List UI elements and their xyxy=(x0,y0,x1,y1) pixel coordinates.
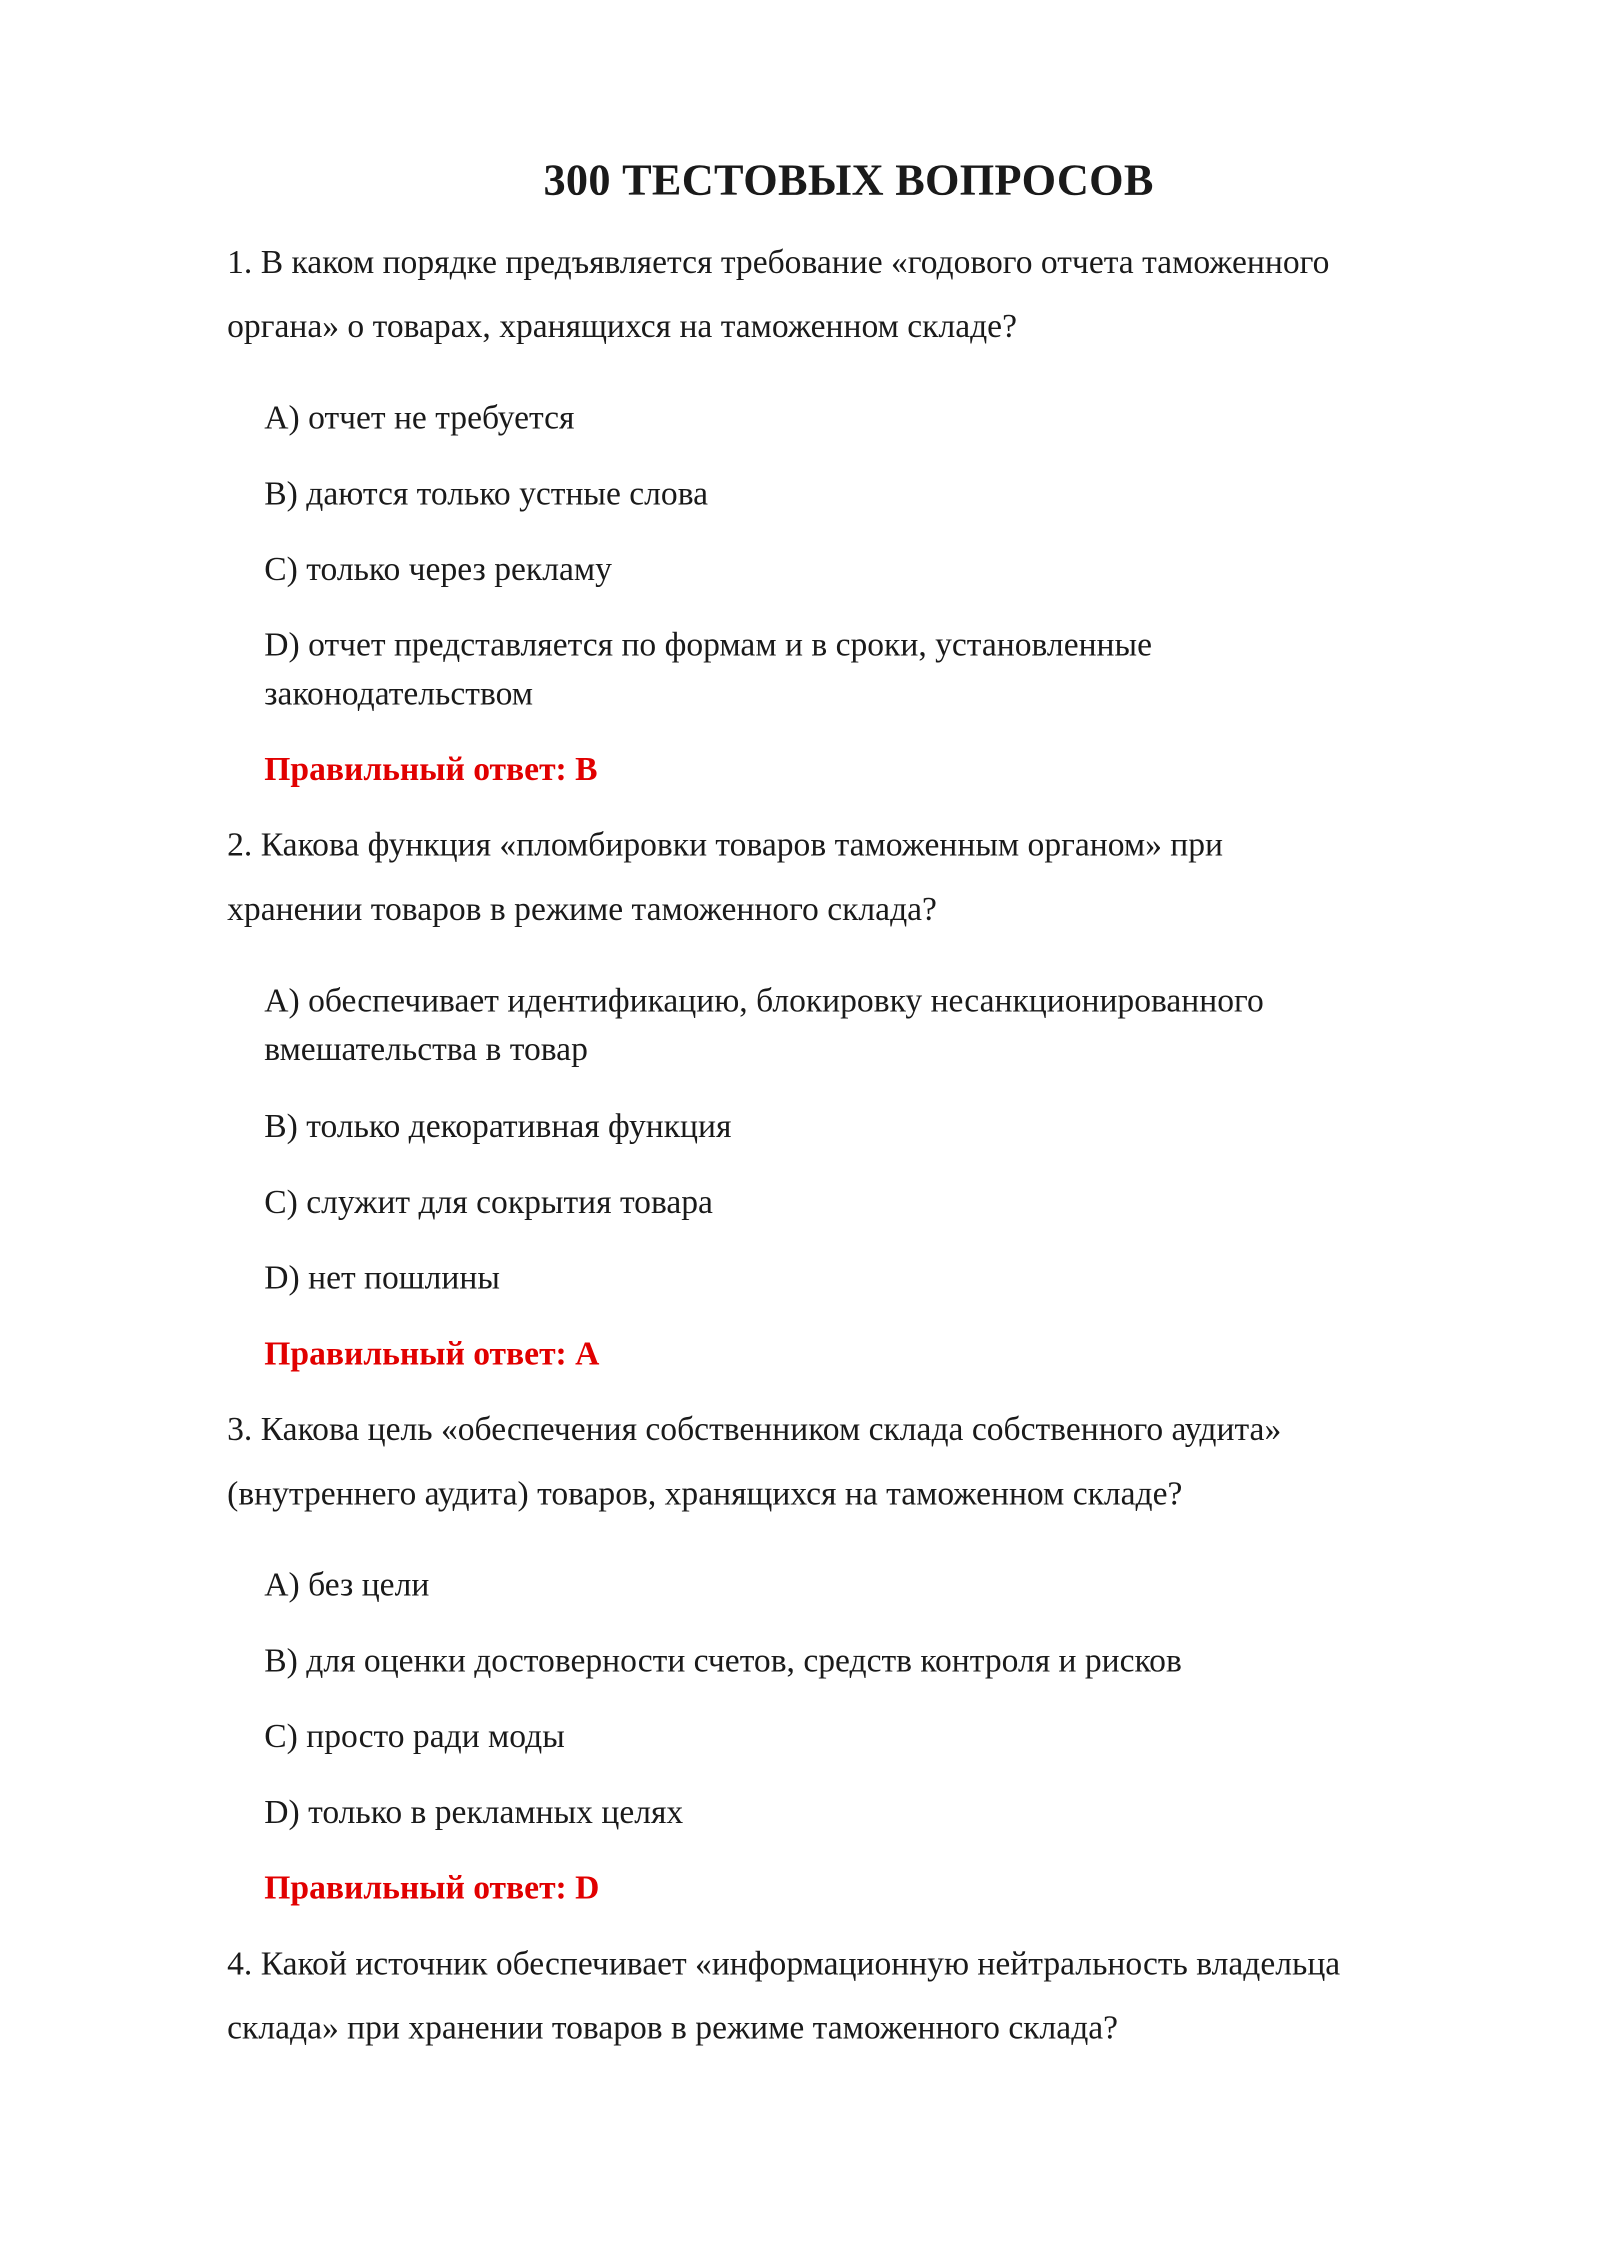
option-text: B) даются только устные слова xyxy=(264,475,709,513)
question-3-option-b xyxy=(264,1637,1435,1686)
question-3-option-a xyxy=(264,1561,1435,1610)
option-text: вмешательства в товар xyxy=(264,1031,588,1069)
question-1-text xyxy=(227,231,1484,360)
question-1-line-1: 1. В каком порядке предъявляется требование «годового отчета таможенного xyxy=(227,244,1330,282)
option-text: C) служит для сокрытия товара xyxy=(264,1184,713,1222)
option-text: D) нет пошлины xyxy=(264,1259,500,1298)
option-text: законодательством xyxy=(264,675,533,713)
option-text: B) только декоративная функция xyxy=(264,1108,732,1146)
question-1-option-b xyxy=(264,470,1435,519)
question-3-line-1: 3. Какова цель «обеспечения собственником склада собственного аудита» xyxy=(227,1411,1282,1449)
option-text: C) просто ради моды xyxy=(264,1718,565,1756)
question-2-option-a xyxy=(264,977,1435,1074)
question-2-text xyxy=(227,814,1484,943)
question-3-answer: Правильный ответ: D xyxy=(264,1869,600,1908)
option-text: B) для оценки достоверности счетов, средств контроля и рисков xyxy=(264,1642,1182,1680)
question-2-answer: Правильный ответ: A xyxy=(264,1335,600,1373)
question-1-answer: Правильный ответ: B xyxy=(264,751,598,789)
option-text: C) только через рекламу xyxy=(264,551,612,589)
question-3-option-c xyxy=(264,1713,1435,1762)
question-2-line-2: хранении товаров в режиме таможенного склада? xyxy=(227,891,937,929)
option-text: A) отчет не требуется xyxy=(264,399,575,438)
question-1-line-2: органа» о товарах, хранящихся на таможенном складе? xyxy=(227,308,1018,346)
question-1-option-d xyxy=(264,621,1435,718)
question-4-line-2: склада» при хранении товаров в режиме таможенного склада? xyxy=(227,2009,1119,2048)
question-4-text xyxy=(227,1933,1484,2062)
option-text: D) только в рекламных целях xyxy=(264,1794,684,1832)
option-text: A) без цели xyxy=(264,1567,430,1605)
question-3-text xyxy=(227,1399,1484,1528)
question-2-option-c xyxy=(264,1179,1435,1228)
question-4-line-1: 4. Какой источник обеспечивает «информационную нейтральность владельца xyxy=(227,1945,1341,1983)
page-title: 300 ТЕСТОВЫХ ВОПРОСОВ xyxy=(543,154,1154,205)
option-text: A) обеспечивает идентификацию, блокировку несанкционированного xyxy=(264,982,1264,1020)
option-text: D) отчет представляется по формам и в сроки, установленные xyxy=(264,627,1152,665)
question-2-option-d xyxy=(264,1254,1435,1303)
question-2-option-b xyxy=(264,1103,1435,1152)
question-1-option-c xyxy=(264,546,1435,595)
question-2-line-1: 2. Какова функция «пломбировки товаров таможенным органом» при xyxy=(227,827,1224,865)
question-3-line-2: (внутреннего аудита) товаров, хранящихся на таможенном складе? xyxy=(227,1475,1183,1513)
question-1-option-a xyxy=(264,394,1435,443)
question-3-option-d xyxy=(264,1789,1435,1838)
